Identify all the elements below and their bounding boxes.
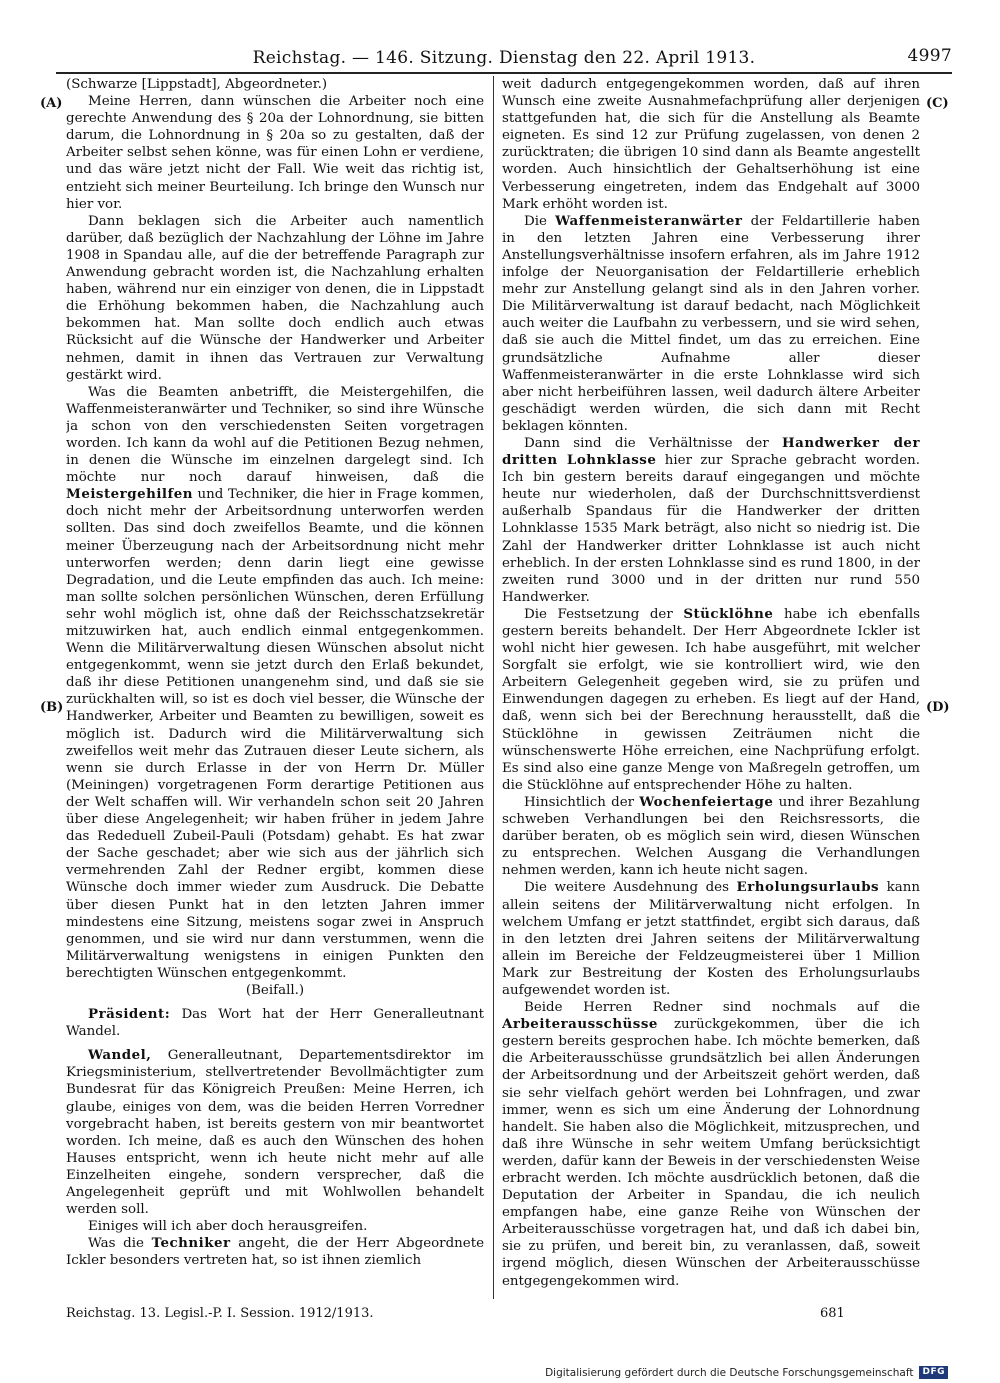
- margin-marker-d: (D): [926, 700, 950, 715]
- right-column: [502, 76, 920, 1301]
- paragraph: [502, 794, 920, 879]
- emphasis-term: Techniker: [151, 1235, 231, 1252]
- margin-marker-c: (C): [926, 96, 949, 111]
- text-run: Dann sind die Verhältnisse der: [524, 435, 782, 451]
- text-run: kann allein seitens der Militärverwaltung nicht erfolgen. In welchem Umfang er jetzt stattfindet, ergibt sich daraus, daß in den letzten drei Jahren seitens der Militärverwaltung allein im Bereiche der Feldzeugmeisterei über 1 Million Mark zur Bestreitung der Kosten des Erholungsurlaubs aufgewendet worden ist.: [502, 880, 920, 998]
- text-run: der Feldartillerie haben in den letzten Jahren eine Verbesserung ihrer Anstellungsverhältnisse insofern erfahren, als im Jahre 1912 infolge der Neuorganisation der Feldartillerie erheblich mehr zur Anstellung gelangt sind als in den Jahren vorher. Die Militärverwaltung ist darauf bedacht, nach Möglichkeit auch weiter die Laufbahn zu verbessern, und sie wird sehen, daß sie auch die Mittel findet, um das zu erreichen. Eine grundsätzliche Aufnahme aller dieser Waffenmeisteranwärter in die erste Lohnklasse wird sich aber nicht herbeiführen lassen, weil dadurch ältere Arbeiter geschädigt werden würden, die sich dann mit Recht beklagen könnten.: [502, 213, 920, 434]
- paragraph: Dann beklagen sich die Arbeiter auch namentlich darüber, daß bezüglich der Nachzahlung der Löhne im Jahre 1908 in Spandau alle, auf die der betreffende Paragraph zur Anwendung gebracht worden ist, die Nachzahlung erhalten haben, während nur ein einziger von denen, die in Lippstadt die Erhöhung bekommen haben, die Nachzahlung auch bekommen hat. Man sollte doch endlich auch etwas Rücksicht auf die Wünsche der Handwerker und Arbeiter nehmen, damit in ihnen das Vertrauen zur Verwaltung gestärkt wird.: [66, 213, 484, 383]
- left-column: [66, 76, 484, 1301]
- paragraph: [66, 1235, 484, 1269]
- speaker-paragraph: [66, 1047, 484, 1218]
- applause-note: (Beifall.): [245, 982, 305, 998]
- paragraph: [502, 213, 920, 435]
- paragraph: [502, 879, 920, 999]
- president-paragraph: [66, 1006, 484, 1040]
- emphasis-term: Erholungsurlaubs: [736, 879, 880, 896]
- column-divider: [493, 76, 494, 1299]
- text-run: Was die: [88, 1236, 152, 1252]
- paragraph: Einiges will ich aber doch herausgreifen.: [88, 1219, 368, 1235]
- emphasis-term: Stücklöhne: [683, 605, 774, 622]
- text-run: Die weitere Ausdehnung des: [524, 880, 737, 896]
- footer-sheet-number: 681: [820, 1306, 845, 1321]
- margin-marker-b: (B): [40, 700, 64, 715]
- page-number: 4997: [907, 46, 952, 66]
- digitization-credit: [545, 1366, 948, 1379]
- text-run: Hinsichtlich der: [524, 794, 640, 810]
- text-run: und ihrer Bezahlung schweben Verhandlungen bei den Reichsressorts, die darüber beraten, ob es möglich sein wird, diesen Wünschen zu entsprechen. Welchen Ausgang die Verhandlungen nehmen werden, kann ich heute nicht sagen.: [502, 794, 920, 879]
- footer-session: Reichstag. 13. Legisl.-P. I. Session. 1912/1913.: [66, 1306, 374, 1321]
- text-run: Was die Beamten anbetrifft, die Meistergehilfen, die Waffenmeisteranwärter und Techniker, so sind ihre Wünsche ja schon von den verschiedensten Seiten vorgetragen worden. Ich kann da wohl auf die Petitionen Bezug nehmen, in denen die Wünsche im einzelnen dargelegt sind. Ich möchte nur noch darauf hinweisen, daß die: [66, 384, 484, 486]
- page-header: [56, 46, 952, 70]
- paragraph: [502, 999, 920, 1290]
- paragraph: [66, 384, 484, 982]
- emphasis-term: Handwerker der dritten Lohnklasse: [502, 434, 920, 469]
- text-run: Das Wort hat der Herr Generalleutnant Wandel.: [66, 1007, 484, 1040]
- emphasis-term: Arbeiterausschüsse: [502, 1016, 658, 1033]
- text-run: Beide Herren Redner sind nochmals auf die: [524, 1000, 920, 1016]
- speaker-label: Präsident:: [88, 1006, 171, 1023]
- speaker-label: Wandel,: [88, 1047, 152, 1064]
- dfg-logo-icon: DFG: [919, 1366, 948, 1379]
- text-run: Generalleutnant, Departementsdirektor im Kriegsministerium, stellvertretender Bevollmächtigter zum Bundesrat für das Königreich Preußen: Meine Herren, ich glaube, einiges von dem, was die beiden Herren Vorredner vorgebracht haben, ist bereits gestern von mir beantwortet worden. Ich meine, daß es auch den Wünschen des hohen Hauses entspricht, wenn ich heute nicht mehr auf alle Einzelheiten eingehe, sondern versprecher, daß die Angelegenheit geprüft und mit Wohlwollen behandelt werden soll.: [66, 1048, 484, 1218]
- text-run: habe ich ebenfalls gestern bereits behandelt. Der Herr Abgeordnete Ickler ist wohl nicht hier gewesen. Ich habe ausgeführt, mit welcher Sorgfalt sie erfolgt, wie sie kontrolliert wird, wie den Arbeitern Gelegenheit gegeben wird, sie zu prüfen und Einwendungen dagegen zu erheben. Es liegt auf der Hand, daß, wenn sich bei der Berechnung herausstellt, daß die Stücklöhne in gewissen Zeiträumen nicht die wünschenswerte Höhe erreichen, eine Nachprüfung erfolgt. Es sind also eine ganze Menge von Maßregeln getroffen, um die Stücklöhne auf entsprechender Höhe zu halten.: [502, 606, 920, 793]
- emphasis-term: Wochenfeiertage: [639, 793, 774, 810]
- text-run: zurückgekommen, über die ich gestern bereits gesprochen habe. Ich möchte bemerken, daß die Arbeiterausschüsse grundsätzlich bei allen Änderungen der Arbeitsordnung und der Arbeitszeit gehört werden, daß sie sehr vielfach gehört werden bei Lohnfragen, und zwar immer, wenn es sich um eine Änderung der Lohnordnung handelt. Sie haben also die Möglichkeit, mitzusprechen, und daß ihre Wünsche in sehr weitem Umfang berücksichtigt werden, dafür kann der Beweis in der verschiedensten Weise erbracht werden. Ich möchte ausdrücklich betonen, daß die Deputation der Arbeiter in Spandau, die ich neulich empfangen habe, eine ganze Reihe von Wünschen der Arbeiterausschüsse vorgetragen hat, und daß ich dabei bin, sie zu prüfen, und bereit bin, zu veranlassen, daß, soweit irgend möglich, diesen Wünschen der Arbeiterausschüsse entgegengekommen wird.: [502, 1017, 920, 1289]
- header-title: Reichstag. — 146. Sitzung. Dienstag den 22. April 1913.: [252, 48, 756, 68]
- speaker-note: (Schwarze [Lippstadt], Abgeordneter.): [66, 77, 328, 92]
- text-run: angeht, die der Herr Abgeordnete Ickler besonders vertreten hat, so ist ihnen ziemlich: [66, 1236, 484, 1269]
- paragraph: [502, 435, 920, 606]
- margin-marker-a: (A): [40, 96, 63, 111]
- text-run: Die Festsetzung der: [524, 606, 684, 622]
- paragraph: weit dadurch entgegengekommen worden, daß auf ihren Wunsch eine zweite Ausnahmefachprüfung aller derjenigen stattgefunden hat, die sich für die Anstellung als Beamte eigneten. Es sind 12 zur Prüfung zugelassen, von denen 2 zurücktraten; die übrigen 10 sind dann als Beamte angestellt worden. Auch hinsichtlich der Gehaltserhöhung ist eine Verbesserung eingetreten, indem das Endgehalt auf 3000 Mark erhöht worden ist.: [502, 77, 920, 212]
- emphasis-term: Meistergehilfen: [66, 486, 194, 503]
- emphasis-term: Waffenmeisteranwärter: [555, 212, 743, 229]
- text-run: hier zur Sprache gebracht worden. Ich bin gestern bereits darauf eingegangen und möchte heute nur wiederholen, daß der Durchschnittsverdienst außerhalb Spandaus für die Handwerker der dritten Lohnklasse 1535 Mark beträgt, also nicht so niedrig ist. Die Zahl der Handwerker dritter Lohnklasse ist auch nicht erheblich. In der ersten Lohnklasse sind es rund 1800, in der zweiten rund 3000 und in der dritten nur rund 550 Handwerker.: [502, 453, 920, 605]
- header-rule: [56, 72, 952, 74]
- paragraph: [502, 606, 920, 794]
- paragraph: Meine Herren, dann wünschen die Arbeiter noch eine gerechte Anwendung des § 20a der Lohnordnung, sie bitten darum, die Lohnordnung in § 20a so zu gestalten, daß der Arbeiter selbst sehen könne, was für einen Lohn er verdiene, und das wäre jetzt nicht der Fall. Wie weit das richtig ist, entzieht sich meiner Beurteilung. Ich bringe den Wunsch nur hier vor.: [66, 94, 484, 212]
- text-run: und Techniker, die hier in Frage kommen, doch nicht mehr der Arbeitsordnung unterworfen werden sollten. Das sind doch zweifellos Beamte, und die können meiner Überzeugung nach der Arbeitsordnung nicht mehr unterworfen werden; denn darin liegt eine gewisse Degradation, und die Leute empfinden das auch. Ich meine: man sollte solchen persönlichen Wünschen, deren Erfüllung sehr wohl möglich ist, ohne daß der Reichsschatzsekretär mitzuwirken hat, auch endlich einmal entgegenkommen. Wenn die Militärverwaltung diesen Wünschen absolut nicht entgegenkommt, wenn sie jetzt durch den Erlaß bekundet, daß ihr diese Petitionen unangenehm sind, und daß sie sie zurückhalten will, so ist es doch viel besser, die Wünsche der Handwerker, Arbeiter und Beamten zu bewilligen, soweit es möglich ist. Dadurch wird die Militärverwaltung sich zweifellos weit mehr das Zutrauen dieser Leute sichern, als wenn sie durch Erlasse in der von Herrn Dr. Müller (Meiningen) vorgetragenen Form derartige Petitionen aus der Welt schaffen will. Wir verhandeln schon seit 20 Jahren über diese Angelegenheit; wir haben früher in jedem Jahre das Rededuell Zubeil-Pauli (Potsdam) gehabt. Es hat zwar der Sache geschadet; aber wie sich aus der jährlich sich vermehrenden Zahl der Redner ergibt, kommen diese Wünsche doch immer wieder zum Ausdruck. Die Debatte über diesen Punkt hat in den letzten Jahren immer mindestens eine Sitzung, meistens sogar zwei in Anspruch genommen, und sie wird nur dann verstummen, wenn die Militärverwaltung wenigstens in einigen Punkten den berechtigten Wünschen entgegenkommt.: [66, 487, 484, 981]
- text-run: Die: [524, 213, 556, 229]
- credit-text: Digitalisierung gefördert durch die Deutsche Forschungsgemeinschaft: [545, 1366, 914, 1379]
